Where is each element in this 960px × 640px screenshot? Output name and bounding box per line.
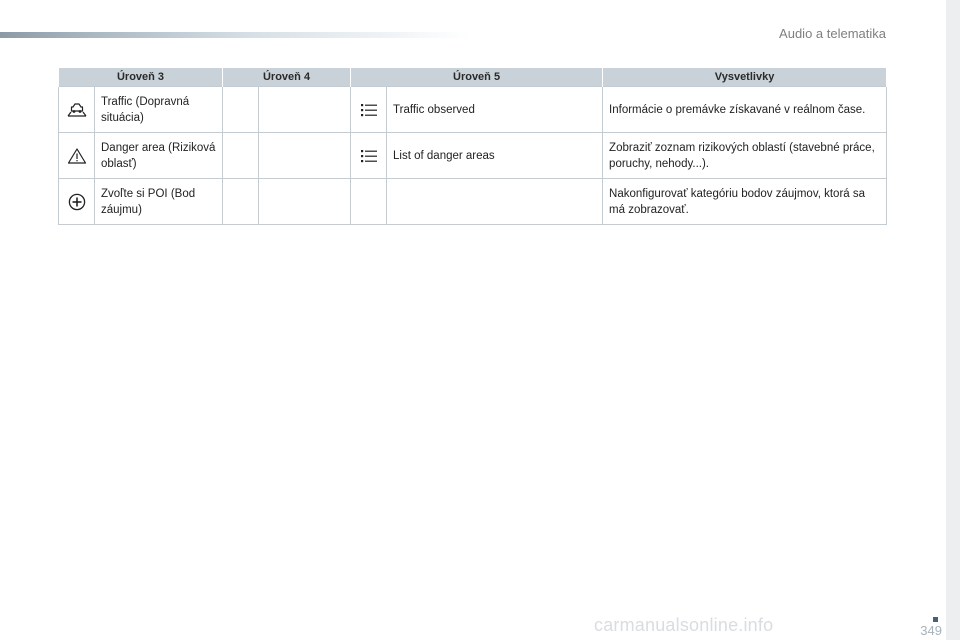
level5-icon-cell: [351, 87, 387, 133]
level5-icon-cell: [351, 133, 387, 179]
table-row: [59, 179, 887, 225]
level3-icon-cell: [59, 179, 95, 225]
header-level-5: Úroveň 5: [351, 68, 603, 87]
level5-label: List of danger areas: [387, 133, 603, 179]
level3-label: Danger area (Riziková oblasť): [95, 133, 223, 179]
explanation: Zobraziť zoznam rizikových oblastí (stavebné práce, poruchy, nehody...).: [603, 133, 887, 179]
level5-icon-cell: [351, 179, 387, 225]
reference-table: [58, 68, 887, 225]
header-accent-bar: [0, 32, 470, 38]
level3-icon-cell: [59, 133, 95, 179]
warning-triangle-icon: [67, 147, 87, 165]
level3-label: Zvoľte si POI (Bod záujmu): [95, 179, 223, 225]
explanation: Informácie o premávke získavané v reálnom čase.: [603, 87, 887, 133]
list-icon: [359, 102, 379, 118]
section-title: Audio a telematika: [779, 26, 886, 41]
level4-label: [259, 179, 351, 225]
header-level-3: Úroveň 3: [59, 68, 223, 87]
table-row: [59, 87, 887, 133]
explanation: Nakonfigurovať kategóriu bodov záujmov, ktorá sa má zobrazovať.: [603, 179, 887, 225]
page-number: 349: [920, 623, 942, 638]
level4-label: [259, 133, 351, 179]
watermark: carmanualsonline.info: [594, 615, 774, 635]
level4-icon-cell: [223, 179, 259, 225]
traffic-car-icon: [66, 101, 88, 119]
page-edge: [946, 0, 960, 640]
table-header-row: [59, 68, 887, 87]
level3-label: Traffic (Dopravná situácia): [95, 87, 223, 133]
level4-label: [259, 87, 351, 133]
page-marker: [933, 617, 938, 622]
list-icon: [359, 148, 379, 164]
level5-label: [387, 179, 603, 225]
level4-icon-cell: [223, 133, 259, 179]
poi-plus-icon: [67, 192, 87, 212]
header-level-4: Úroveň 4: [223, 68, 351, 87]
level5-label: Traffic observed: [387, 87, 603, 133]
header-explanations: Vysvetlivky: [603, 68, 887, 87]
level3-icon-cell: [59, 87, 95, 133]
table-row: [59, 133, 887, 179]
level4-icon-cell: [223, 87, 259, 133]
